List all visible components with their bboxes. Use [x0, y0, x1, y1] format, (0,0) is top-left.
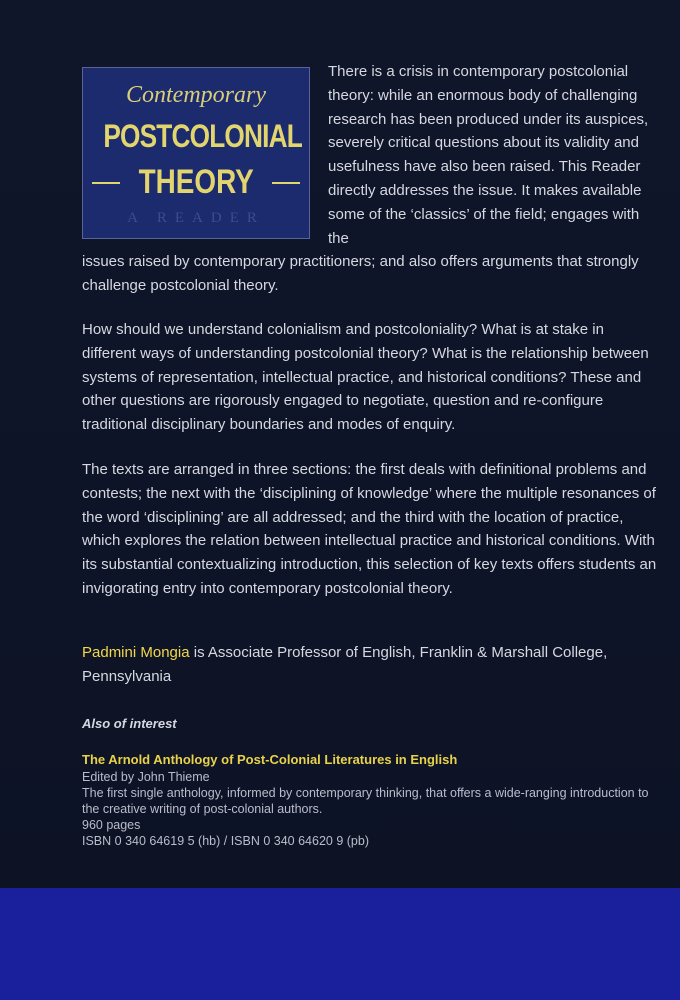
thumbnail-title-word: THEORY [138, 163, 254, 201]
thumbnail-title-line2 [83, 163, 309, 202]
title-rule-left [92, 182, 120, 184]
thumbnail-subtitle: Contemporary [126, 82, 266, 108]
thumbnail-reader-label: A READER [127, 210, 265, 226]
intro-paragraph-part2: issues raised by contemporary practitioners; and also offers arguments that strongly challenge postcolonial theory. [82, 253, 639, 294]
related-book-editor: Edited by John Thieme [82, 770, 210, 784]
intro-paragraph-part1: There is a crisis in contemporary postcolonial theory: while an enormous body of challenging research has been produced under its auspices, severely critical questions about its validity and usefulness have also been raised. This Reader directly addresses the issue. It makes available some of the ‘classics’ of the field; engages with the [328, 63, 649, 247]
questions-paragraph: How should we understand colonialism and postcoloniality? What is at stake in different ways of understanding postcolonial theory? What is the relationship between systems of representation, intellectual practice, and historical conditions? These and other questions are rigorously engaged to negotiate, question and re-configure traditional disciplinary boundaries and modes of enquiry. [82, 321, 649, 434]
also-of-interest-label: Also of interest [82, 716, 177, 731]
author-paragraph [82, 641, 662, 689]
related-book [82, 751, 662, 849]
related-book-title: The Arnold Anthology of Post-Colonial Literatures in English [82, 752, 458, 767]
related-book-isbn: ISBN 0 340 64619 5 (hb) / ISBN 0 340 64620 9 (pb) [82, 834, 369, 848]
related-book-description: The first single anthology, informed by contemporary thinking, that offers a wide-ranging introduction to the creative writing of post-colonial authors. [82, 786, 649, 816]
bottom-color-band [0, 888, 680, 1000]
author-bio: is Associate Professor of English, Franklin & Marshall College, Pennsylvania [82, 644, 608, 685]
thumbnail-title-line1: POSTCOLONIAL [103, 118, 302, 154]
title-rule-right [272, 182, 300, 184]
cover-thumbnail [82, 67, 310, 239]
author-name: Padmini Mongia [82, 644, 190, 661]
sections-paragraph: The texts are arranged in three sections: the first deals with definitional problems and contests; the next with the ‘disciplining of knowledge’ where the multiple resonances of the word ‘disciplining’ are all addressed; and the third with the location of practice, which explores the relation between intellectual practice and historical conditions. With its substantial contextualizing introduction, this selection of key texts offers students an invigorating entry into contemporary postcolonial theory. [82, 461, 657, 597]
related-book-pages: 960 pages [82, 818, 141, 832]
